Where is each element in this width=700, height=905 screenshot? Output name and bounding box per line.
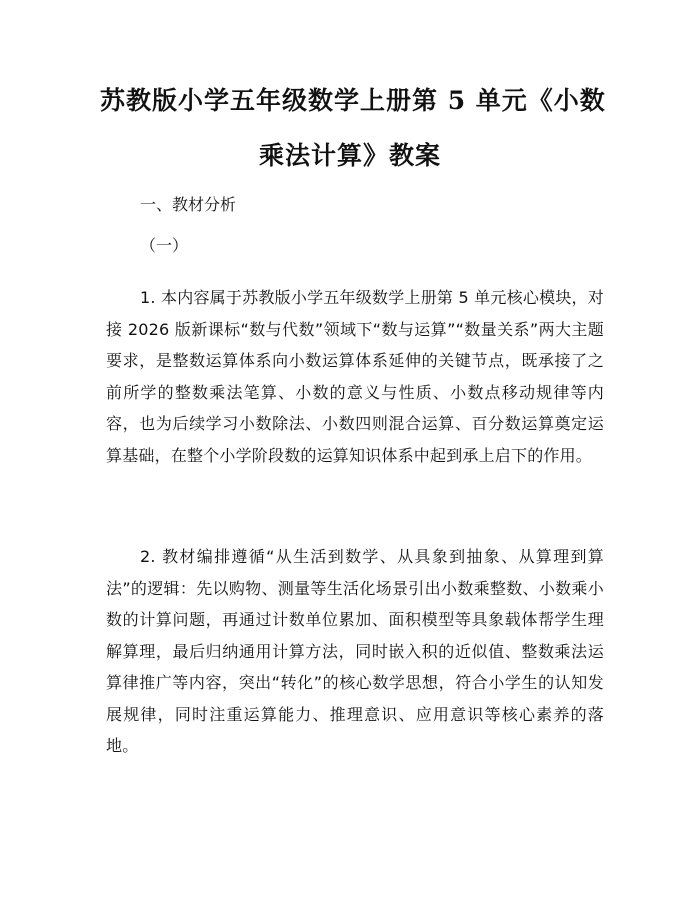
paragraph-2: 2. 教材编排遵循“从生活到数学、从具象到抽象、从算理到算法”的逻辑：先以购物、测量等生活化场景引出小数乘整数、小数乘小数的计算问题，再通过计数单位累加、面积模型等具象载体帮学生理解算理，最后归纳通用计算方法，同时嵌入积的近似值、整数乘法运算律推广等内容，突出“转化”的核心数学思想，符合小学生的认知发展规律，同时注重运算能力、推理意识、应用意识等核心素养的落地。 [106, 547, 604, 755]
section-heading: 一、教材分析 [140, 195, 237, 214]
subsection-heading: （一） [140, 236, 189, 255]
document-title-line-1: 苏教版小学五年级数学上册第 5 单元《小数 [100, 86, 606, 115]
paragraph-1: 1. 本内容属于苏教版小学五年级数学上册第 5 单元核心模块，对接 2026 版新课标“数与代数”领域下“数与运算”“数量关系”两大主题要求，是整数运算体系向小数运算体系延伸的关键节点，既承接了之前所学的整数乘法笔算、小数的意义与性质、小数点移动规律等内容，也为后续学习小数除法、小数四则混合运算、百分数运算奠定运算基础，在整个小学阶段数的运算知识体系中起到承上启下的作用。 [106, 288, 604, 465]
document-title-line-2: 乘法计算》教案 [258, 141, 441, 170]
